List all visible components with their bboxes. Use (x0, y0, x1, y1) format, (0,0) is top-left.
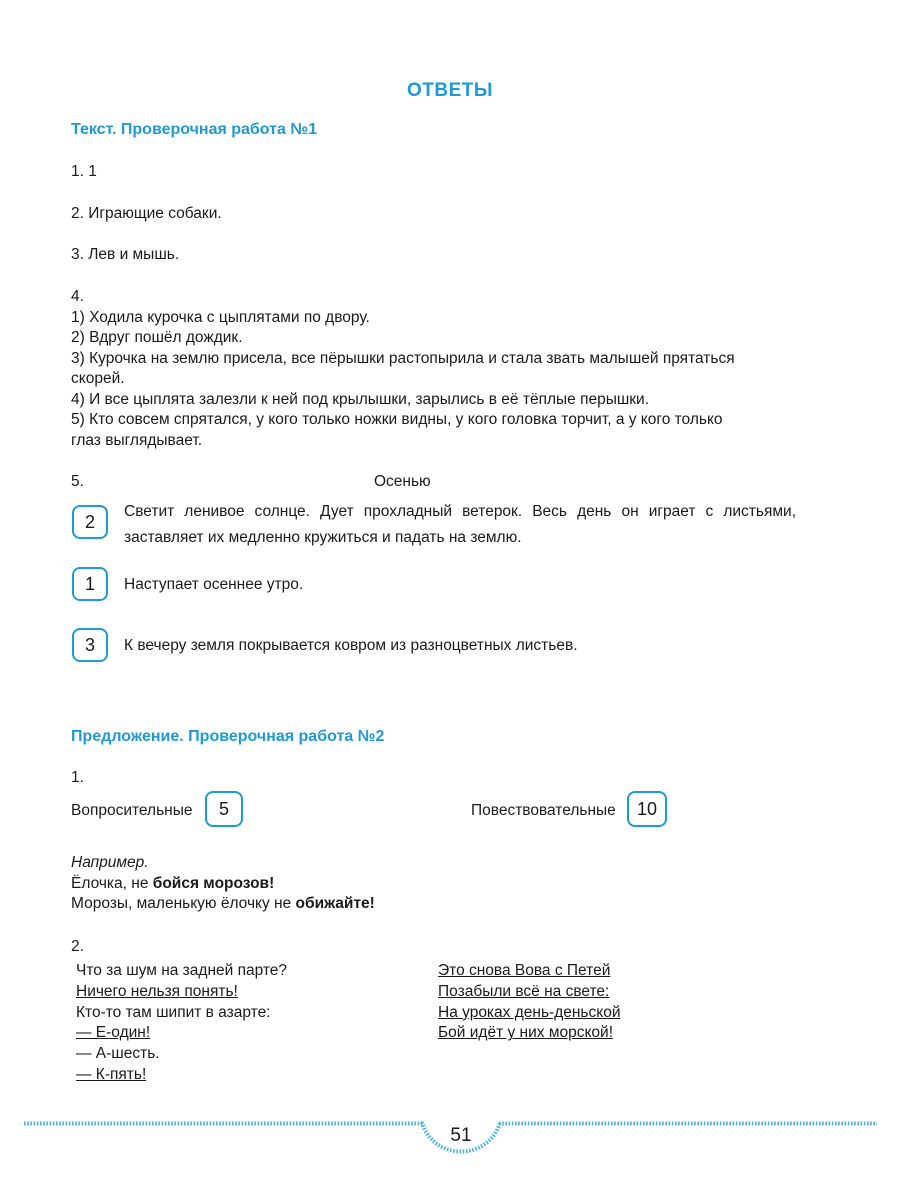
section-heading-sentence: Предложение. Проверочная работа №2 (71, 728, 385, 745)
poem-line: — Е-один! (76, 1024, 151, 1042)
answer-5-number: 5. (71, 473, 84, 490)
story-title: Осенью (374, 473, 431, 490)
poem-line: На уроках день-деньской (438, 1003, 621, 1021)
poem-line: Это снова Вова с Петей (438, 962, 611, 979)
answer-4-line: 1) Ходила курочка с цыплятами по двору. (71, 308, 370, 326)
poem-line: Позабыли всё на свете: (438, 982, 610, 1000)
section-heading-text: Текст. Проверочная работа №1 (71, 121, 318, 138)
answer-4-line: 2) Вдруг пошёл дождик. (71, 329, 243, 346)
footer-dotted-line-right (499, 1121, 877, 1126)
example-line1-bold: бойся морозов! (152, 874, 275, 892)
answer-4-line: глаз выглядывает. (71, 431, 203, 449)
order-box: 3 (72, 628, 108, 662)
answer-4-line: 3) Курочка на землю присела, все пёрышки растопырила и стала звать малышей прятаться (71, 349, 735, 367)
poem-line: Кто-то там шипит в азарте: (76, 1003, 271, 1021)
answer-2-1-number: 1. (71, 769, 84, 786)
answer-2: 2. Играющие собаки. (71, 205, 222, 222)
question-count-box: 5 (205, 791, 243, 827)
question-label: Вопросительные (71, 802, 193, 819)
example (71, 853, 375, 915)
page-title: ОТВЕТЫ (407, 80, 493, 101)
narrative-label: Повествовательные (471, 802, 616, 819)
footer-dotted-line-left (24, 1121, 424, 1126)
narrative-count-box: 10 (627, 791, 667, 827)
answer-3: 3. Лев и мышь. (71, 246, 180, 263)
poem-line: Что за шум на задней парте? (76, 962, 288, 979)
poem-line: — А-шесть. (76, 1045, 160, 1063)
answer-4-line: 4) И все цыплята залезли к ней под крылышки, зарылись в её тёплые перышки. (71, 390, 650, 408)
poem-line: Бой идёт у них морской! (438, 1024, 614, 1042)
story-sentence: К вечеру земля покрывается ковром из разноцветных листьев. (124, 637, 578, 654)
example-label: Например. (71, 854, 149, 871)
story-sentence: Наступает осеннее утро. (124, 576, 304, 593)
poem-line: — К-пять! (76, 1065, 147, 1083)
order-box: 2 (72, 505, 108, 539)
example-line2-bold: обижайте! (295, 895, 375, 912)
answer-4-line: скорей. (71, 370, 125, 387)
poem-left (76, 961, 287, 1086)
poem-right (438, 961, 620, 1044)
answer-4-number: 4. (71, 288, 84, 305)
answer-1: 1. 1 (71, 163, 97, 180)
poem-line: Ничего нельзя понять! (76, 982, 238, 1000)
answer-4 (71, 287, 735, 451)
example-line2-text: Морозы, маленькую ёлочку не (71, 895, 296, 912)
example-line1-text: Ёлочка, не (71, 874, 153, 892)
example-line (71, 894, 375, 915)
story-sentence: Светит ленивое солнце. Дует прохладный ветерок. Весь день он играет с листьями, заставляет их медленно кружиться и падать на землю. (124, 503, 796, 546)
example-line (71, 874, 375, 895)
order-box: 1 (72, 567, 108, 601)
answer-4-line: 5) Кто совсем спрятался, у кого только ножки видны, у кого головка торчит, а у кого только (71, 411, 723, 428)
answer-2-2-number: 2. (71, 938, 84, 955)
page-number: 51 (450, 1125, 472, 1146)
